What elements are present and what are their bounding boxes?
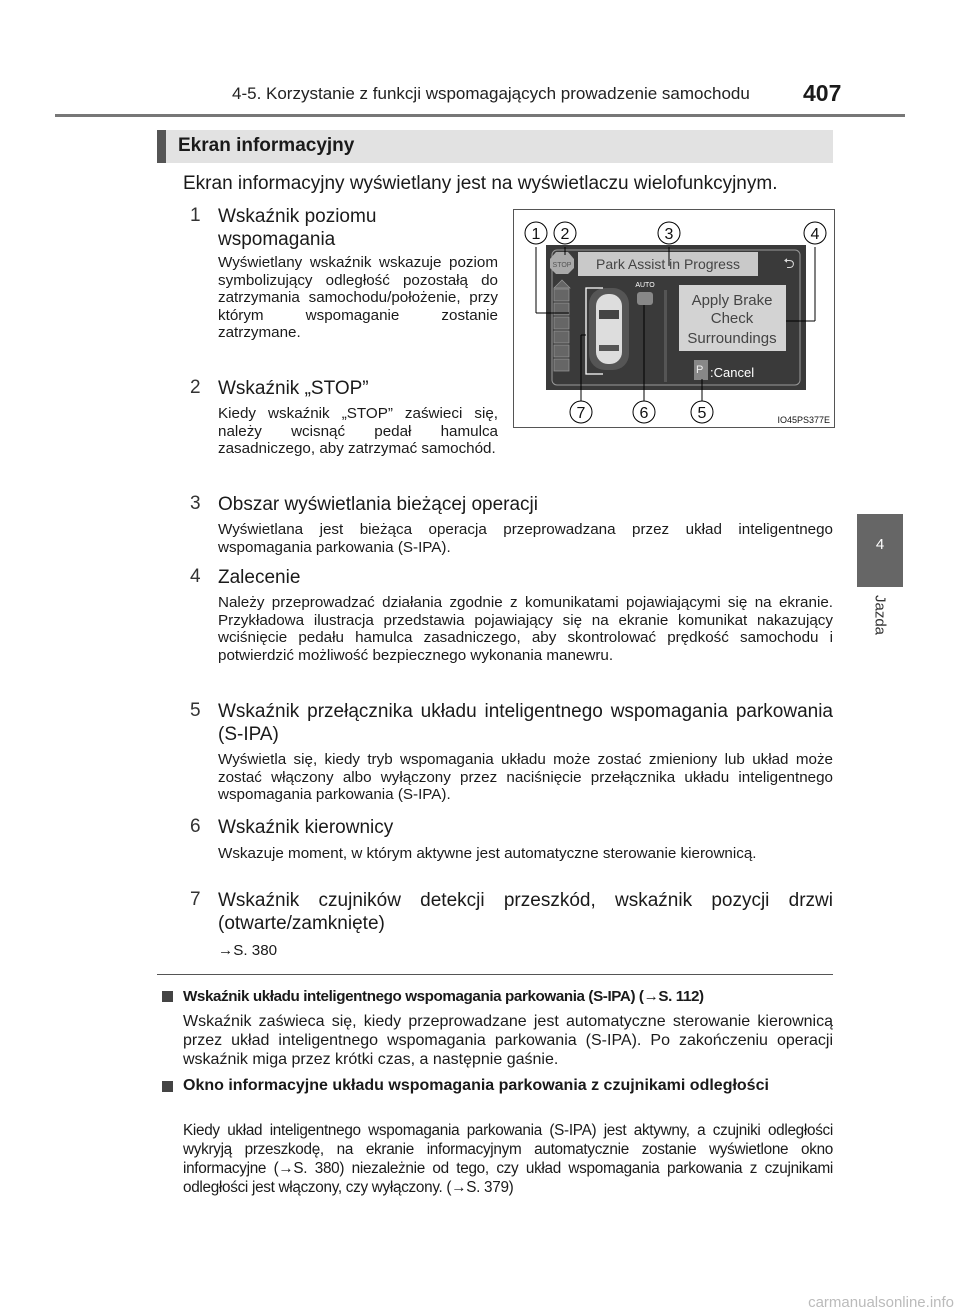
cancel-text: :Cancel	[710, 365, 755, 380]
callout-5: 5	[697, 405, 707, 422]
header-rule	[55, 114, 905, 117]
section-intro: Ekran informacyjny wyświetlany jest na wyświetlaczu wielofunkcyjnym.	[183, 173, 778, 194]
callout-1: 1	[531, 226, 541, 243]
item-title: Wskaźnik „STOP”	[218, 378, 369, 399]
item-body: Wyświetla się, kiedy tryb wspomagania układu może zostać zmieniony lub układ może zostać włączony albo wyłączony przez naciśnięcie przełącznika układu inteligentnego wspomagania parkowania (S-IPA).	[218, 751, 833, 803]
item-title: Wskaźnik kierownicy	[218, 817, 394, 838]
note-body: Wskaźnik zaświeca się, kiedy przeprowadzane jest automatyczne sterowanie kierownicą przez układ inteligentnego wspomagania parkowania (S-IPA). Po zakończeniu operacji wskaźnik miga przez krótki czas, a następnie gaśnie.	[183, 1013, 833, 1068]
steering-icon	[637, 292, 653, 305]
section-heading	[157, 130, 833, 163]
note-title: Wskaźnik układu inteligentnego wspomagania parkowania (S-IPA) (→S. 112)	[183, 988, 704, 1005]
item-number: 7	[190, 889, 201, 910]
callout-3: 3	[664, 226, 674, 243]
note-title: Okno informacyjne układu wspomagania parkowania z czujnikami odległości	[183, 1077, 769, 1094]
callout-2: 2	[560, 226, 570, 243]
status-text: Park Assist in Progress	[596, 256, 740, 272]
item-body: Wyświetlana jest bieżąca operacja przeprowadzana przez układ inteligentnego wspomagania parkowania (S-IPA).	[218, 521, 833, 556]
page-number: 407	[803, 80, 842, 106]
info-display-figure	[513, 209, 835, 428]
back-icon: ⮌	[783, 255, 795, 271]
item-body: Należy przeprowadzać działania zgodnie z komunikatami pojawiającymi się na ekranie. Przykładowa ilustracja przedstawia pojawiający się na ekranie komunikat nakazujący wciśnięcie pedału hamulca zasadniczego, aby skontrolować prędkość samochodu i potwierdzić możliwość bezpiecznego wykonania manewru.	[218, 594, 833, 664]
item-number: 4	[190, 566, 201, 587]
chapter-tab[interactable]	[857, 514, 903, 587]
item-number: 1	[190, 205, 201, 226]
p-text: P	[696, 364, 704, 376]
callout-6: 6	[639, 405, 649, 422]
callout-4: 4	[810, 226, 820, 243]
separator	[157, 974, 833, 975]
item-number: 6	[190, 816, 201, 837]
bullet-square-icon	[162, 991, 173, 1002]
item-title: Wskaźnik przełącznika układu inteligentnego wspomagania parkowania (S-IPA)	[218, 701, 833, 745]
figure-code: IO45PS377E	[777, 415, 830, 425]
message-line: Apply Brake	[691, 292, 773, 309]
message-line: Surroundings	[687, 330, 777, 347]
page-reference-link[interactable]: →S. 380	[218, 942, 278, 959]
item-title: Obszar wyświetlania bieżącej operacji	[218, 494, 538, 515]
note-body: Kiedy układ inteligentnego wspomagania parkowania (S-IPA) jest aktywny, a czujniki odległości wykryją przeszkodę, na ekranie informacyjnym automatycznie zostanie wyświetlone okno informacyjne (→S. 380) niezależnie od tego, czy układ wspomagania parkowania z czujnikami odległości jest włączony, czy wyłączony. (→S. 379)	[183, 1122, 833, 1196]
bullet-square-icon	[162, 1081, 173, 1092]
auto-text: AUTO	[635, 282, 655, 289]
item-number: 5	[190, 700, 201, 721]
chapter-tab-number: 4	[875, 536, 885, 553]
item-title: Wskaźnik czujników detekcji przeszkód, wskaźnik pozycji drzwi (otwarte/zamknięte)	[218, 890, 833, 934]
chapter-header: 4-5. Korzystanie z funkcji wspomagających prowadzenie samochodu	[232, 84, 750, 103]
car-sensor-icon	[589, 288, 629, 370]
section-title: Ekran informacyjny	[178, 135, 355, 156]
item-title: Zalecenie	[218, 567, 301, 588]
message-line: Check	[710, 310, 754, 327]
watermark: carmanualsonline.info	[808, 1294, 954, 1311]
callout-7: 7	[576, 405, 586, 422]
item-body: Wyświetlany wskaźnik wskazuje poziom symbolizujący odległość pozostałą do zatrzymania samochodu/położenie, przy którym wspomaganie zostanie zatrzymane.	[218, 254, 498, 341]
chapter-tab-label: Jazda	[871, 595, 889, 636]
stop-text: STOP	[552, 262, 572, 269]
item-number: 2	[190, 377, 201, 398]
item-body: Wskazuje moment, w którym aktywne jest automatyczne sterowanie kierownicą.	[218, 845, 757, 862]
item-title: Wskaźnik poziomu wspomagania	[218, 206, 377, 250]
item-body: Kiedy wskaźnik „STOP” zaświeci się, należy wcisnąć pedał hamulca zasadniczego, aby zatrzymać samochód.	[218, 405, 498, 457]
item-number: 3	[190, 493, 201, 514]
